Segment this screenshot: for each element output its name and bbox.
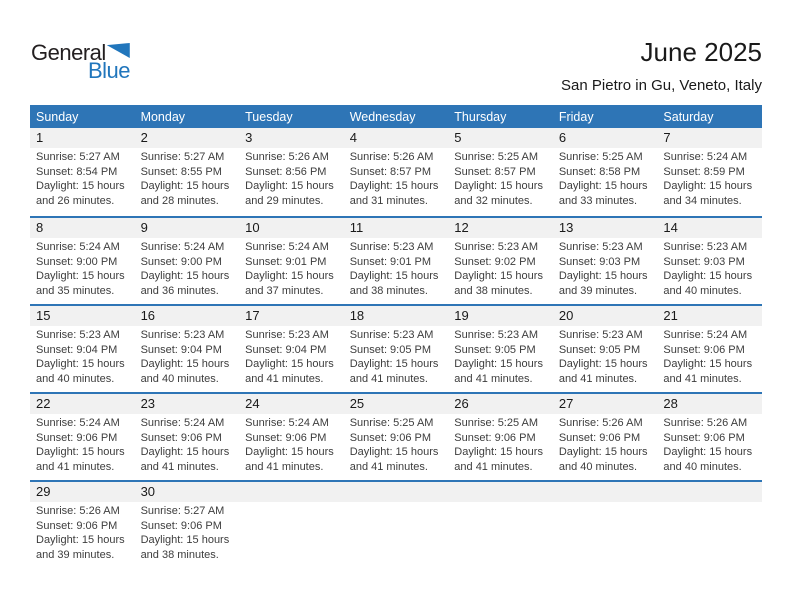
date-number: 12 bbox=[454, 220, 469, 235]
calendar-week-row bbox=[30, 128, 762, 216]
detail-line: Sunrise: 5:26 AM bbox=[558, 417, 643, 429]
detail-line: Sunrise: 5:27 AM bbox=[140, 151, 225, 163]
date-number: 6 bbox=[558, 130, 567, 145]
detail-line: Daylight: 15 hours bbox=[663, 270, 753, 283]
calendar-weeks bbox=[30, 128, 762, 568]
detail-line: and 41 minutes. bbox=[349, 460, 428, 473]
detail-line: Daylight: 15 hours bbox=[558, 446, 648, 459]
detail-line: Sunset: 9:05 PM bbox=[454, 343, 536, 356]
detail-line: Daylight: 15 hours bbox=[454, 446, 543, 459]
calendar-week-row bbox=[30, 480, 762, 568]
detail-line: and 40 minutes. bbox=[663, 284, 742, 297]
general-blue-logo bbox=[31, 42, 130, 82]
detail-line: and 41 minutes. bbox=[245, 460, 324, 473]
detail-line: and 41 minutes. bbox=[140, 460, 219, 473]
detail-line: Sunset: 9:00 PM bbox=[140, 255, 222, 268]
day-cell bbox=[135, 502, 240, 562]
detail-line: Sunset: 9:06 PM bbox=[663, 343, 745, 356]
detail-line: Sunset: 9:05 PM bbox=[349, 343, 432, 356]
date-number: 17 bbox=[245, 308, 260, 323]
day-cell bbox=[239, 148, 344, 208]
detail-line: Sunset: 9:06 PM bbox=[140, 431, 222, 444]
detail-line: Sunset: 9:05 PM bbox=[558, 343, 641, 356]
day-cell bbox=[344, 238, 449, 298]
day-cell bbox=[30, 414, 135, 474]
detail-line: and 38 minutes. bbox=[349, 284, 428, 297]
date-number bbox=[239, 482, 344, 502]
date-number: 11 bbox=[349, 220, 364, 235]
date-number: 1 bbox=[36, 130, 44, 145]
detail-line: Daylight: 15 hours bbox=[663, 358, 753, 371]
detail-line: and 32 minutes. bbox=[454, 194, 533, 207]
detail-line: Sunset: 8:57 PM bbox=[349, 165, 432, 178]
detail-line: and 41 minutes. bbox=[245, 372, 324, 385]
detail-line: Sunset: 9:01 PM bbox=[349, 255, 432, 268]
weekday-header-monday: Monday bbox=[140, 109, 186, 124]
detail-line: Sunrise: 5:24 AM bbox=[245, 417, 329, 429]
detail-line: Sunrise: 5:25 AM bbox=[454, 151, 539, 163]
detail-line: Sunrise: 5:26 AM bbox=[349, 151, 434, 163]
date-number: 7 bbox=[663, 130, 671, 145]
detail-line: and 40 minutes. bbox=[140, 372, 219, 385]
day-details-row bbox=[30, 148, 762, 208]
day-cell bbox=[30, 238, 135, 298]
detail-line: Sunrise: 5:27 AM bbox=[36, 151, 120, 163]
date-number: 16 bbox=[140, 308, 156, 323]
date-number: 4 bbox=[349, 130, 357, 145]
detail-line: Sunset: 8:54 PM bbox=[36, 165, 118, 178]
day-cell bbox=[135, 326, 240, 386]
detail-line: Daylight: 15 hours bbox=[140, 534, 230, 547]
detail-line: and 31 minutes. bbox=[349, 194, 428, 207]
day-cell bbox=[657, 414, 762, 474]
weekday-header-tuesday: Tuesday bbox=[245, 109, 293, 124]
detail-line: Sunrise: 5:24 AM bbox=[663, 329, 748, 341]
detail-line: and 41 minutes. bbox=[663, 372, 742, 385]
detail-line: Daylight: 15 hours bbox=[36, 446, 125, 459]
calendar-week-row bbox=[30, 304, 762, 392]
detail-line: Sunrise: 5:24 AM bbox=[663, 151, 748, 163]
detail-line: and 35 minutes. bbox=[36, 284, 115, 297]
date-number: 5 bbox=[454, 130, 462, 145]
date-number: 10 bbox=[245, 220, 260, 235]
detail-line: Daylight: 15 hours bbox=[663, 446, 753, 459]
day-cell bbox=[30, 148, 135, 208]
detail-line: Daylight: 15 hours bbox=[140, 180, 230, 193]
detail-line: Sunset: 9:06 PM bbox=[140, 519, 222, 532]
day-details-row bbox=[30, 414, 762, 474]
detail-line: Daylight: 15 hours bbox=[140, 358, 230, 371]
detail-line: and 36 minutes. bbox=[140, 284, 219, 297]
detail-line: Sunrise: 5:26 AM bbox=[245, 151, 329, 163]
detail-line: and 41 minutes. bbox=[454, 372, 533, 385]
detail-line: Sunrise: 5:23 AM bbox=[558, 329, 643, 341]
day-cell bbox=[448, 502, 553, 562]
weekday-header-sunday: Sunday bbox=[36, 109, 79, 124]
date-number: 20 bbox=[558, 308, 574, 323]
detail-line: and 26 minutes. bbox=[36, 194, 115, 207]
weekday-header-wednesday: Wednesday bbox=[349, 109, 416, 124]
date-number: 27 bbox=[558, 396, 574, 411]
day-cell bbox=[30, 502, 135, 562]
calendar-week-row bbox=[30, 392, 762, 480]
date-number: 19 bbox=[454, 308, 469, 323]
detail-line: Sunset: 8:59 PM bbox=[663, 165, 745, 178]
detail-line: Sunset: 8:55 PM bbox=[140, 165, 222, 178]
detail-line: and 41 minutes. bbox=[454, 460, 533, 473]
detail-line: and 41 minutes. bbox=[349, 372, 428, 385]
detail-line: Sunrise: 5:24 AM bbox=[245, 241, 329, 253]
detail-line: and 40 minutes. bbox=[663, 460, 742, 473]
detail-line: Sunset: 8:57 PM bbox=[454, 165, 536, 178]
weekday-header-friday: Friday bbox=[558, 109, 594, 124]
day-cell bbox=[553, 148, 658, 208]
detail-line: and 39 minutes. bbox=[558, 284, 638, 297]
detail-line: Sunrise: 5:23 AM bbox=[349, 241, 434, 253]
detail-line: and 34 minutes. bbox=[663, 194, 742, 207]
day-cell bbox=[553, 238, 658, 298]
date-number: 29 bbox=[36, 484, 51, 499]
detail-line: Sunset: 8:58 PM bbox=[558, 165, 641, 178]
detail-line: Daylight: 15 hours bbox=[36, 270, 125, 283]
detail-line: Sunset: 9:06 PM bbox=[349, 431, 432, 444]
detail-line: Daylight: 15 hours bbox=[140, 446, 230, 459]
detail-line: Daylight: 15 hours bbox=[36, 534, 125, 547]
title-block bbox=[561, 38, 762, 94]
detail-line: Sunrise: 5:24 AM bbox=[36, 417, 120, 429]
day-cell bbox=[239, 502, 344, 562]
detail-line: Daylight: 15 hours bbox=[349, 446, 439, 459]
day-cell bbox=[135, 238, 240, 298]
detail-line: and 41 minutes. bbox=[558, 372, 638, 385]
detail-line: Daylight: 15 hours bbox=[349, 270, 439, 283]
day-cell bbox=[239, 414, 344, 474]
date-number bbox=[344, 482, 449, 502]
detail-line: and 29 minutes. bbox=[245, 194, 324, 207]
detail-line: Sunset: 9:01 PM bbox=[245, 255, 327, 268]
calendar-week-row bbox=[30, 216, 762, 304]
flag-triangle-icon bbox=[107, 43, 130, 58]
day-cell bbox=[344, 326, 449, 386]
detail-line: Sunrise: 5:23 AM bbox=[245, 329, 329, 341]
detail-line: Daylight: 15 hours bbox=[349, 180, 439, 193]
detail-line: Sunrise: 5:23 AM bbox=[36, 329, 120, 341]
detail-line: Sunrise: 5:23 AM bbox=[140, 329, 225, 341]
detail-line: Daylight: 15 hours bbox=[663, 180, 753, 193]
detail-line: and 40 minutes. bbox=[36, 372, 115, 385]
detail-line: Daylight: 15 hours bbox=[245, 446, 334, 459]
detail-line: Sunset: 8:56 PM bbox=[245, 165, 327, 178]
day-details-row bbox=[30, 326, 762, 386]
day-cell bbox=[344, 502, 449, 562]
detail-line: Sunrise: 5:25 AM bbox=[349, 417, 434, 429]
detail-line: Sunrise: 5:23 AM bbox=[349, 329, 434, 341]
detail-line: Sunset: 9:06 PM bbox=[36, 431, 118, 444]
detail-line: Daylight: 15 hours bbox=[140, 270, 230, 283]
detail-line: Daylight: 15 hours bbox=[454, 358, 543, 371]
detail-line: Sunset: 9:03 PM bbox=[663, 255, 745, 268]
detail-line: and 28 minutes. bbox=[140, 194, 219, 207]
date-number: 30 bbox=[140, 484, 156, 499]
date-number: 15 bbox=[36, 308, 51, 323]
detail-line: Sunset: 9:06 PM bbox=[245, 431, 327, 444]
day-cell bbox=[657, 238, 762, 298]
detail-line: Sunrise: 5:23 AM bbox=[558, 241, 643, 253]
day-cell bbox=[657, 148, 762, 208]
date-number: 9 bbox=[140, 220, 148, 235]
detail-line: Daylight: 15 hours bbox=[558, 180, 648, 193]
day-details-row bbox=[30, 238, 762, 298]
logo-text-general: General bbox=[31, 40, 106, 65]
detail-line: Sunset: 9:06 PM bbox=[454, 431, 536, 444]
day-cell bbox=[553, 502, 658, 562]
date-number: 2 bbox=[140, 130, 148, 145]
detail-line: Sunrise: 5:25 AM bbox=[454, 417, 539, 429]
detail-line: and 40 minutes. bbox=[558, 460, 638, 473]
detail-line: and 38 minutes. bbox=[140, 548, 219, 561]
page-title: June 2025 bbox=[640, 37, 762, 67]
detail-line: Sunset: 9:06 PM bbox=[663, 431, 745, 444]
date-number: 28 bbox=[663, 396, 678, 411]
day-cell bbox=[448, 238, 553, 298]
detail-line: Sunset: 9:06 PM bbox=[36, 519, 118, 532]
detail-line: Sunset: 9:04 PM bbox=[36, 343, 118, 356]
weekday-header-saturday: Saturday bbox=[663, 109, 714, 124]
day-cell bbox=[135, 414, 240, 474]
day-details-row bbox=[30, 502, 762, 562]
weekday-header-thursday: Thursday bbox=[454, 109, 507, 124]
day-cell bbox=[344, 414, 449, 474]
detail-line: and 38 minutes. bbox=[454, 284, 533, 297]
detail-line: Daylight: 15 hours bbox=[36, 180, 125, 193]
day-cell bbox=[553, 414, 658, 474]
day-cell bbox=[135, 148, 240, 208]
date-number: 8 bbox=[36, 220, 44, 235]
day-cell bbox=[448, 414, 553, 474]
date-number-strip bbox=[30, 306, 762, 326]
day-cell bbox=[239, 326, 344, 386]
detail-line: Sunrise: 5:24 AM bbox=[140, 417, 225, 429]
date-number bbox=[448, 482, 553, 502]
day-cell bbox=[239, 238, 344, 298]
detail-line: Daylight: 15 hours bbox=[454, 180, 543, 193]
day-cell bbox=[448, 148, 553, 208]
date-number-strip bbox=[30, 218, 762, 238]
detail-line: Sunrise: 5:26 AM bbox=[663, 417, 748, 429]
detail-line: Sunset: 9:00 PM bbox=[36, 255, 118, 268]
date-number: 18 bbox=[349, 308, 365, 323]
date-number: 23 bbox=[140, 396, 156, 411]
date-number: 25 bbox=[349, 396, 365, 411]
detail-line: Sunrise: 5:23 AM bbox=[454, 241, 539, 253]
logo-word-blue: Blue bbox=[88, 58, 131, 83]
day-cell bbox=[448, 326, 553, 386]
date-number-strip bbox=[30, 482, 762, 502]
detail-line: Daylight: 15 hours bbox=[558, 270, 648, 283]
date-number: 21 bbox=[663, 308, 678, 323]
detail-line: Sunrise: 5:24 AM bbox=[140, 241, 225, 253]
date-number-strip bbox=[30, 128, 762, 148]
detail-line: and 41 minutes. bbox=[36, 460, 115, 473]
detail-line: Daylight: 15 hours bbox=[245, 270, 334, 283]
detail-line: Sunrise: 5:23 AM bbox=[663, 241, 748, 253]
detail-line: Daylight: 15 hours bbox=[245, 180, 334, 193]
date-number: 22 bbox=[36, 396, 51, 411]
detail-line: Daylight: 15 hours bbox=[454, 270, 543, 283]
detail-line: and 39 minutes. bbox=[36, 548, 115, 561]
detail-line: Sunset: 9:04 PM bbox=[140, 343, 222, 356]
detail-line: Sunset: 9:03 PM bbox=[558, 255, 641, 268]
detail-line: and 37 minutes. bbox=[245, 284, 324, 297]
day-cell bbox=[344, 148, 449, 208]
date-number: 14 bbox=[663, 220, 678, 235]
day-cell bbox=[657, 502, 762, 562]
date-number: 13 bbox=[558, 220, 574, 235]
date-number: 24 bbox=[245, 396, 260, 411]
detail-line: Sunrise: 5:23 AM bbox=[454, 329, 539, 341]
day-cell bbox=[657, 326, 762, 386]
page-subtitle: San Pietro in Gu, Veneto, Italy bbox=[561, 76, 762, 94]
detail-line: Sunrise: 5:27 AM bbox=[140, 505, 225, 517]
detail-line: Daylight: 15 hours bbox=[349, 358, 439, 371]
detail-line: Sunrise: 5:24 AM bbox=[36, 241, 120, 253]
weekday-header-row bbox=[30, 105, 762, 128]
day-cell bbox=[553, 326, 658, 386]
detail-line: Sunset: 9:06 PM bbox=[558, 431, 641, 444]
detail-line: Sunset: 9:02 PM bbox=[454, 255, 536, 268]
date-number bbox=[553, 482, 658, 502]
date-number bbox=[657, 482, 762, 502]
detail-line: Sunset: 9:04 PM bbox=[245, 343, 327, 356]
detail-line: Daylight: 15 hours bbox=[245, 358, 334, 371]
calendar-table bbox=[30, 105, 762, 568]
detail-line: Sunrise: 5:26 AM bbox=[36, 505, 120, 517]
day-cell bbox=[30, 326, 135, 386]
detail-line: Sunrise: 5:25 AM bbox=[558, 151, 643, 163]
detail-line: Daylight: 15 hours bbox=[36, 358, 125, 371]
detail-line: and 33 minutes. bbox=[558, 194, 638, 207]
date-number: 3 bbox=[245, 130, 253, 145]
date-number-strip bbox=[30, 394, 762, 414]
detail-line: Daylight: 15 hours bbox=[558, 358, 648, 371]
date-number: 26 bbox=[454, 396, 469, 411]
